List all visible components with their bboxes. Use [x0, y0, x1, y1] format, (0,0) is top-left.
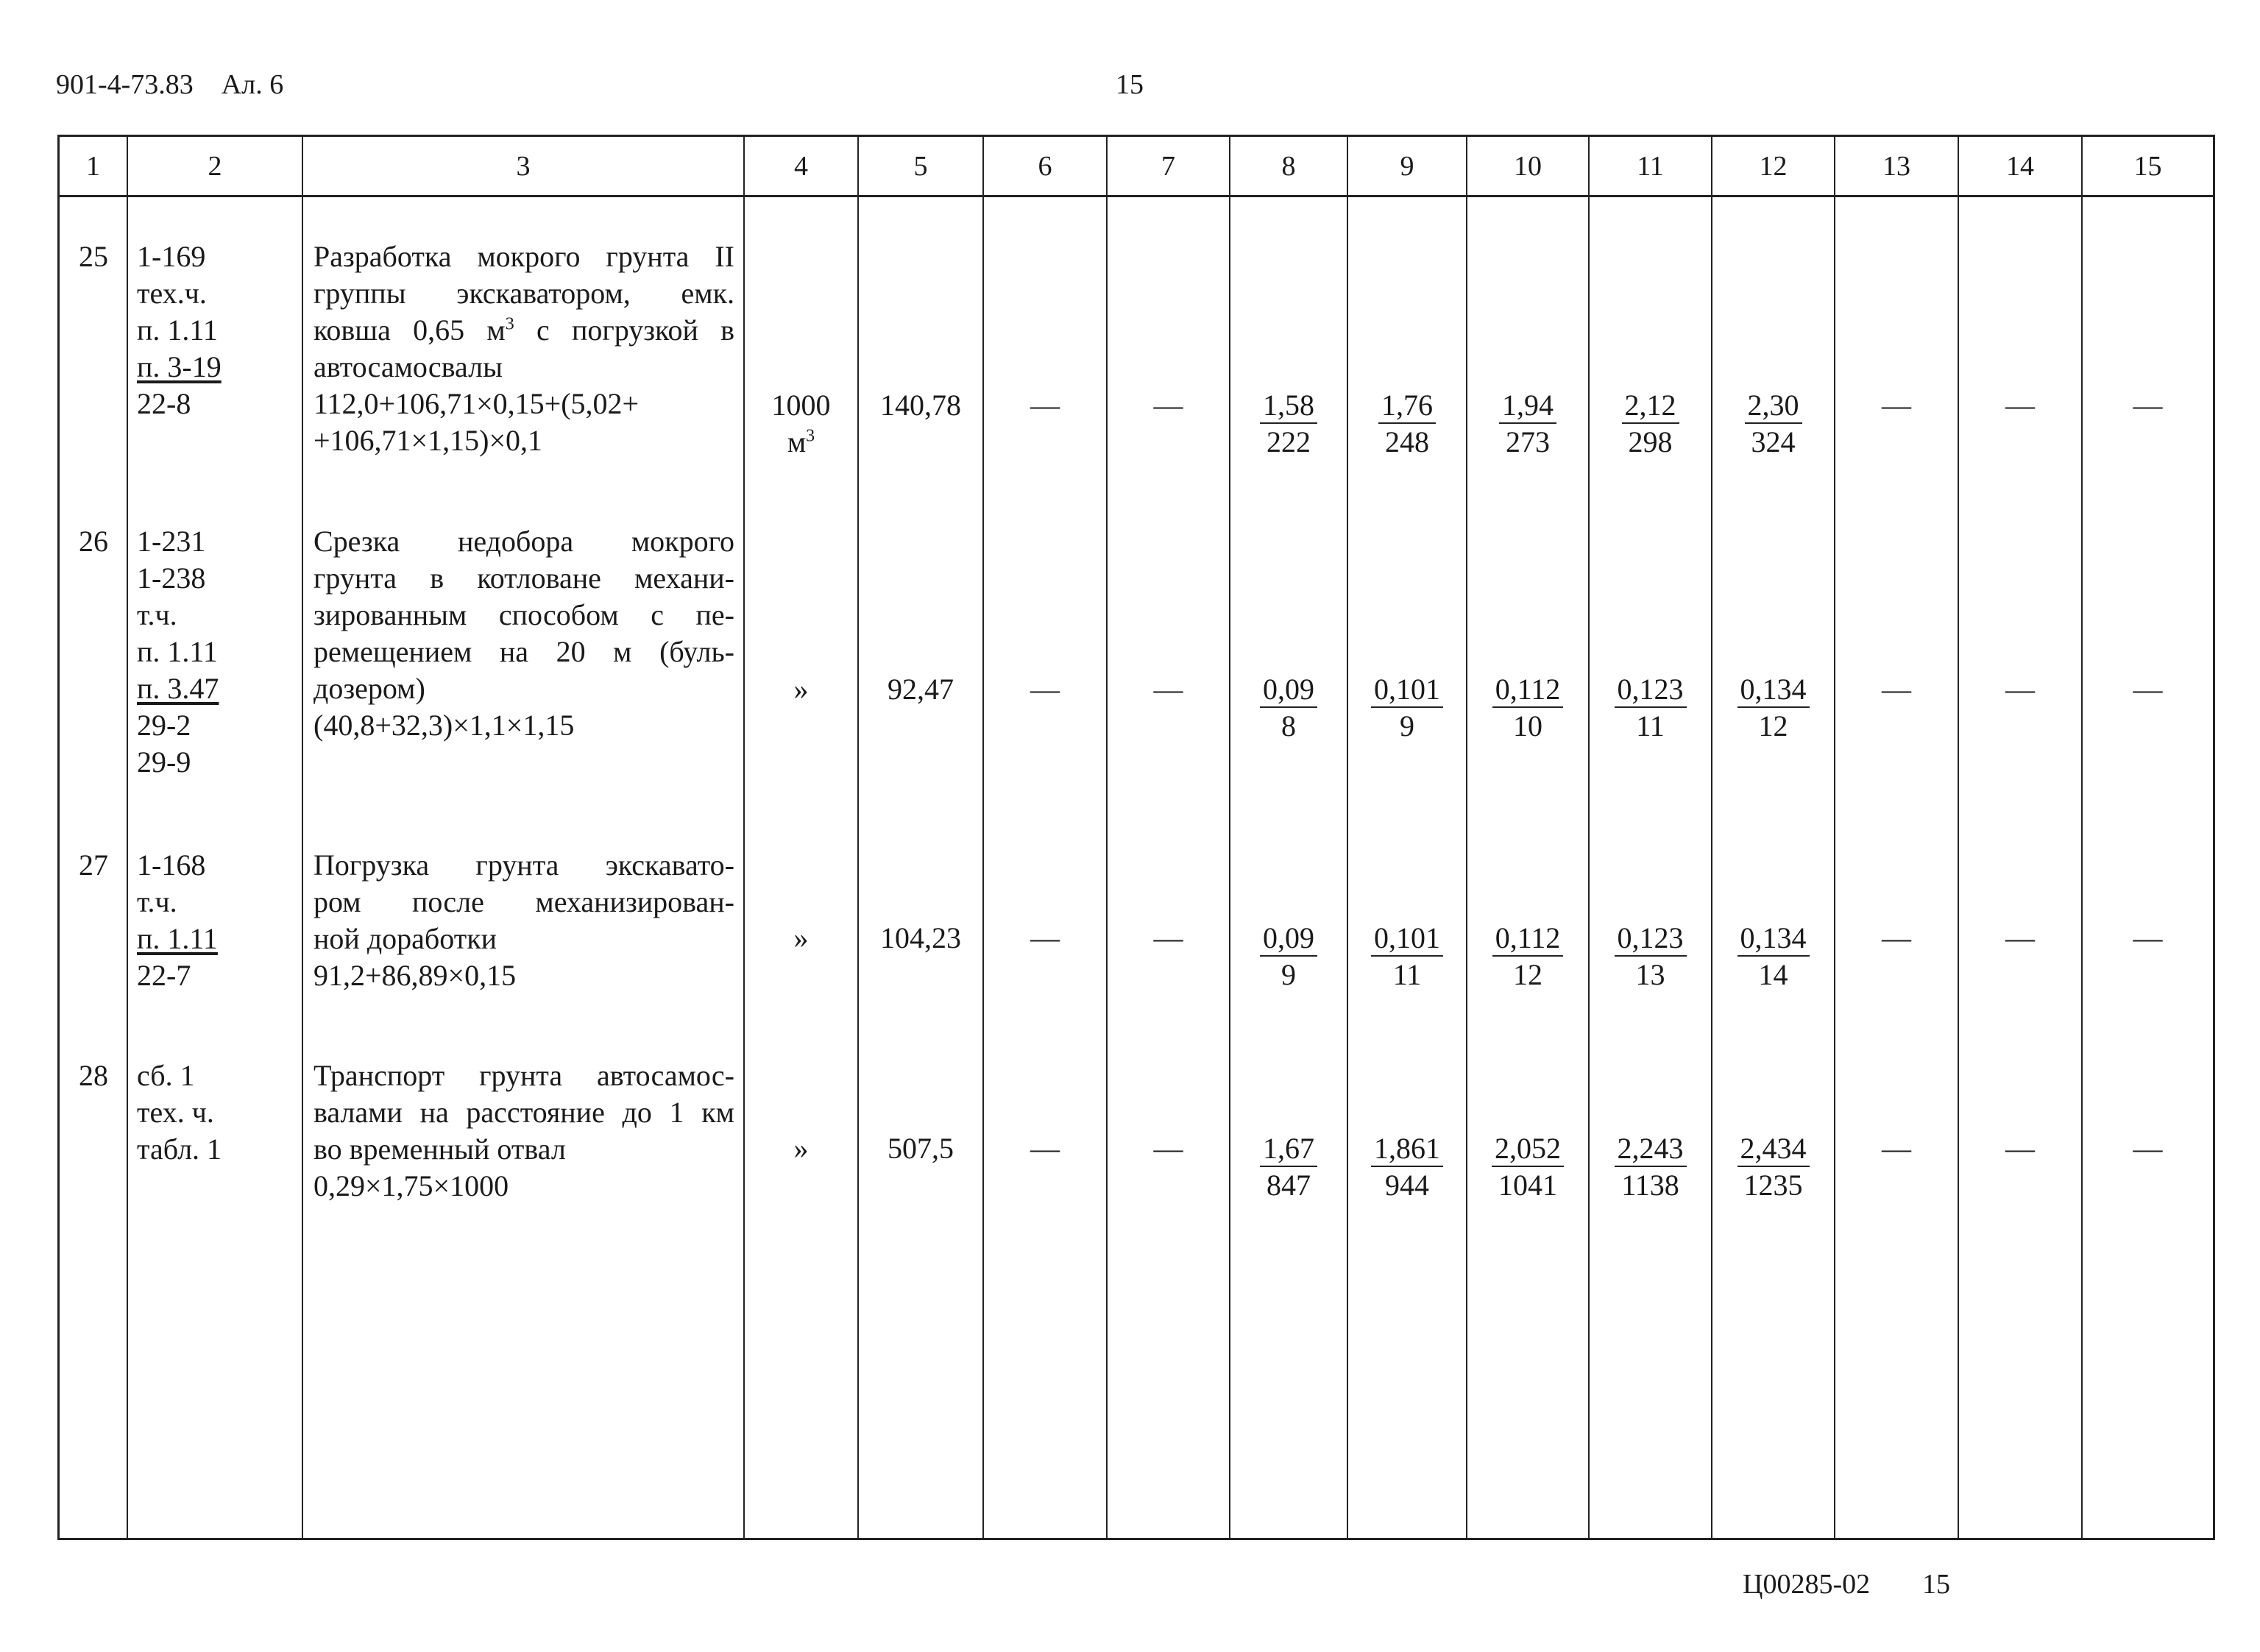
desc-line: Погрузка грунта экскавато-: [314, 848, 734, 882]
fraction-value: $\frac{2,434}{1235}$: [1712, 1130, 1834, 1204]
column-header: 7: [1161, 150, 1175, 182]
fraction-value: $\frac{1,94}{273}$: [1467, 387, 1588, 461]
footer-code: Ц00285-02: [1743, 1569, 1871, 1600]
desc-line: валами на расстояние до 1 км: [314, 1096, 734, 1129]
ref-line: п. 1.11: [137, 313, 218, 347]
desc-line: ной доработки: [314, 922, 497, 955]
desc-line: группы экскаватором, емк.: [314, 277, 734, 310]
empty-dash: —: [1882, 921, 1911, 954]
ref-line: 1-231: [137, 525, 206, 558]
empty-dash: —: [2005, 1132, 2035, 1165]
ref-line: 1-168: [137, 848, 206, 882]
fraction-value: $\frac{0,123}{11}$: [1590, 671, 1711, 745]
column-header: 12: [1759, 150, 1788, 182]
empty-dash: —: [1153, 1132, 1183, 1165]
ref-line: 1-169: [137, 240, 206, 273]
col-divider: [1347, 135, 1348, 1540]
fraction-value: $\frac{2,30}{324}$: [1712, 387, 1834, 461]
column-header: 4: [794, 150, 808, 182]
row-number: 26: [79, 525, 108, 558]
desc-line: грунта в котловане механи-: [314, 561, 734, 595]
row-number: 25: [79, 240, 108, 273]
row-number: 28: [79, 1059, 108, 1092]
ref-line: 22-8: [137, 387, 191, 420]
quantity: 92,47: [888, 673, 954, 706]
quantity: 104,23: [880, 921, 961, 954]
empty-dash: —: [1030, 389, 1060, 422]
fraction-value: $\frac{1,861}{944}$: [1348, 1130, 1466, 1204]
column-header: 14: [2006, 150, 2034, 182]
row-number: 27: [79, 848, 108, 882]
desc-line: ремещением на 20 м (буль-: [314, 635, 734, 668]
col-divider: [1958, 135, 1959, 1540]
fraction-value: $\frac{0,112}{10}$: [1467, 671, 1588, 745]
unit: »: [793, 1132, 809, 1165]
quantity: 140,78: [880, 389, 961, 422]
col-divider: [1711, 135, 1712, 1540]
column-header: 11: [1637, 150, 1664, 182]
quantity: 507,5: [888, 1132, 954, 1165]
desc-line: 91,2+86,89×0,15: [314, 959, 517, 992]
fraction-value: $\frac{0,134}{14}$: [1712, 920, 1834, 993]
ref-line: табл. 1: [137, 1132, 222, 1166]
fraction-value: $\frac{2,12}{298}$: [1590, 387, 1711, 461]
empty-dash: —: [1030, 673, 1060, 706]
ref-line: 22-7: [137, 959, 191, 992]
unit: »: [793, 673, 809, 706]
col-divider: [1834, 135, 1835, 1540]
ref-line: п. 3.47: [137, 672, 219, 705]
desc-line: Срезка недобора мокрого: [314, 525, 734, 558]
col-divider: [982, 135, 984, 1540]
ref-line: 29-2: [137, 709, 191, 742]
fraction-value: $\frac{0,09}{9}$: [1230, 920, 1347, 993]
empty-dash: —: [2005, 673, 2035, 706]
ref-line: сб. 1: [137, 1059, 195, 1092]
ref-line: т.ч.: [137, 598, 177, 631]
reference: [137, 847, 218, 994]
col-divider: [857, 135, 859, 1540]
col-divider: [743, 135, 745, 1540]
fraction-value: $\frac{0,101}{11}$: [1348, 920, 1466, 993]
desc-line: автосамосвалы: [314, 350, 503, 383]
desc-line: во временный отвал: [314, 1132, 566, 1166]
desc-line: ром после механизирован-: [314, 885, 734, 918]
empty-dash: —: [2005, 389, 2035, 422]
desc-line: дозером): [314, 672, 425, 705]
fraction-value: $\frac{0,112}{12}$: [1467, 920, 1588, 993]
header-divider: [57, 195, 2215, 197]
fraction-value: $\frac{0,101}{9}$: [1348, 671, 1466, 745]
page-number: 15: [1116, 69, 1144, 100]
ref-line: 1-238: [137, 561, 206, 595]
ref-line: тех. ч.: [137, 1096, 214, 1129]
fraction-value: $\frac{0,134}{12}$: [1712, 671, 1834, 745]
column-header: 8: [1281, 150, 1296, 182]
column-header: 9: [1400, 150, 1414, 182]
desc-line: Разработка мокрого грунта II: [314, 240, 734, 273]
column-header: 5: [913, 150, 928, 182]
col-divider: [1588, 135, 1590, 1540]
empty-dash: —: [1882, 1132, 1911, 1165]
empty-dash: —: [1153, 389, 1183, 422]
fraction-value: $\frac{0,09}{8}$: [1230, 671, 1347, 745]
ref-line: 29-9: [137, 745, 191, 779]
desc-line: 0,29×1,75×1000: [314, 1169, 509, 1202]
col-divider: [302, 135, 303, 1540]
fraction-value: $\frac{2,243}{1138}$: [1590, 1130, 1711, 1204]
footer-page-number: 15: [1922, 1569, 1950, 1600]
col-divider: [1466, 135, 1467, 1540]
ref-line: п. 1.11: [137, 922, 218, 955]
empty-dash: —: [2133, 1132, 2163, 1165]
column-header: 1: [86, 150, 100, 182]
work-description: [314, 847, 734, 994]
unit: »: [793, 921, 809, 954]
fraction-value: $\frac{1,67}{847}$: [1230, 1130, 1347, 1204]
ref-line: т.ч.: [137, 885, 177, 918]
reference: [137, 1057, 222, 1168]
column-header: 15: [2133, 150, 2162, 182]
empty-dash: —: [2005, 921, 2035, 954]
column-header: 2: [208, 150, 222, 182]
fraction-value: $\frac{0,123}{13}$: [1590, 920, 1711, 993]
empty-dash: —: [2133, 673, 2163, 706]
ref-line: п. 1.11: [137, 635, 218, 668]
reference: [137, 238, 222, 422]
desc-line: ковша 0,65 $м^3$ с погрузкой в: [314, 313, 735, 347]
desc-line: зированным способом с пе-: [314, 598, 734, 631]
empty-dash: —: [1882, 389, 1911, 422]
empty-dash: —: [2133, 389, 2163, 422]
work-description: [314, 523, 734, 744]
empty-dash: —: [1153, 921, 1183, 954]
ref-line: тех.ч.: [137, 277, 207, 310]
column-header: 6: [1038, 150, 1052, 182]
work-description: [314, 238, 734, 459]
fraction-value: $\frac{1,76}{248}$: [1348, 387, 1466, 461]
empty-dash: —: [1030, 921, 1060, 954]
column-header: 10: [1514, 150, 1542, 182]
fraction-value: $\frac{2,052}{1041}$: [1467, 1130, 1588, 1204]
work-description: [314, 1057, 734, 1205]
desc-line: (40,8+32,3)×1,1×1,15: [314, 709, 575, 742]
empty-dash: —: [1882, 673, 1911, 706]
col-divider: [1229, 135, 1230, 1540]
col-divider: [127, 135, 128, 1540]
fraction-value: $\frac{1,58}{222}$: [1230, 387, 1347, 461]
column-header: 13: [1882, 150, 1910, 182]
column-header: 3: [516, 150, 531, 182]
col-divider: [2081, 135, 2083, 1540]
unit: 1000 $м^3$: [771, 389, 831, 458]
empty-dash: —: [1153, 673, 1183, 706]
empty-dash: —: [1030, 1132, 1060, 1165]
reference: [137, 523, 219, 781]
desc-line: +106,71×1,15)×0,1: [314, 424, 542, 457]
document-code: 901-4-73.83 Ал. 6: [56, 69, 284, 100]
col-divider: [1106, 135, 1108, 1540]
empty-dash: —: [2133, 921, 2163, 954]
ref-line: п. 3-19: [137, 350, 222, 383]
desc-line: Транспорт грунта автосамос-: [314, 1059, 734, 1092]
desc-line: 112,0+106,71×0,15+(5,02+: [314, 387, 640, 420]
